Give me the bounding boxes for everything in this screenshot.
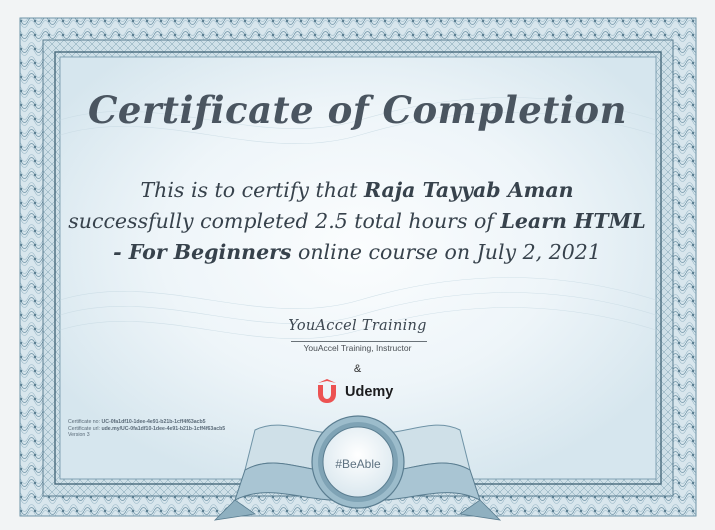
instructor-signature: YouAccel Training [288, 318, 427, 334]
cert-no-value: UC-0fa1df10-1dee-4e91-b21b-1cff4f63acb5 [101, 419, 206, 425]
udemy-u-icon [314, 379, 340, 405]
ampersand: & [353, 363, 362, 375]
cert-url-value[interactable]: ude.my/UC-0fa1df10-1dee-4e91-b21b-1cff4f63acb5 [101, 425, 226, 432]
badge-label: #BeAble [335, 457, 381, 471]
date-text: online course on July 2, 2021 [298, 240, 601, 264]
certificate-metadata [68, 419, 225, 439]
signature-line [291, 341, 427, 342]
cert-version: Version 3 [68, 432, 90, 439]
udemy-wordmark: Udemy [345, 384, 394, 400]
completed-text: successfully completed 2.5 total hours of [68, 209, 494, 233]
recipient-name: Raja Tayyab Aman [363, 178, 574, 202]
cert-no-label: Certificate no: [68, 419, 101, 425]
course-name: Learn HTML - For Beginners [113, 209, 646, 264]
instructor-caption: YouAccel Training, Instructor [303, 343, 412, 353]
certificate-title: Certificate of Completion [87, 88, 628, 132]
statement-prefix: This is to certify that [140, 178, 358, 202]
certificate-statement [62, 175, 652, 268]
udemy-logo [314, 378, 393, 406]
cert-url-label: Certificate url: [68, 425, 100, 432]
